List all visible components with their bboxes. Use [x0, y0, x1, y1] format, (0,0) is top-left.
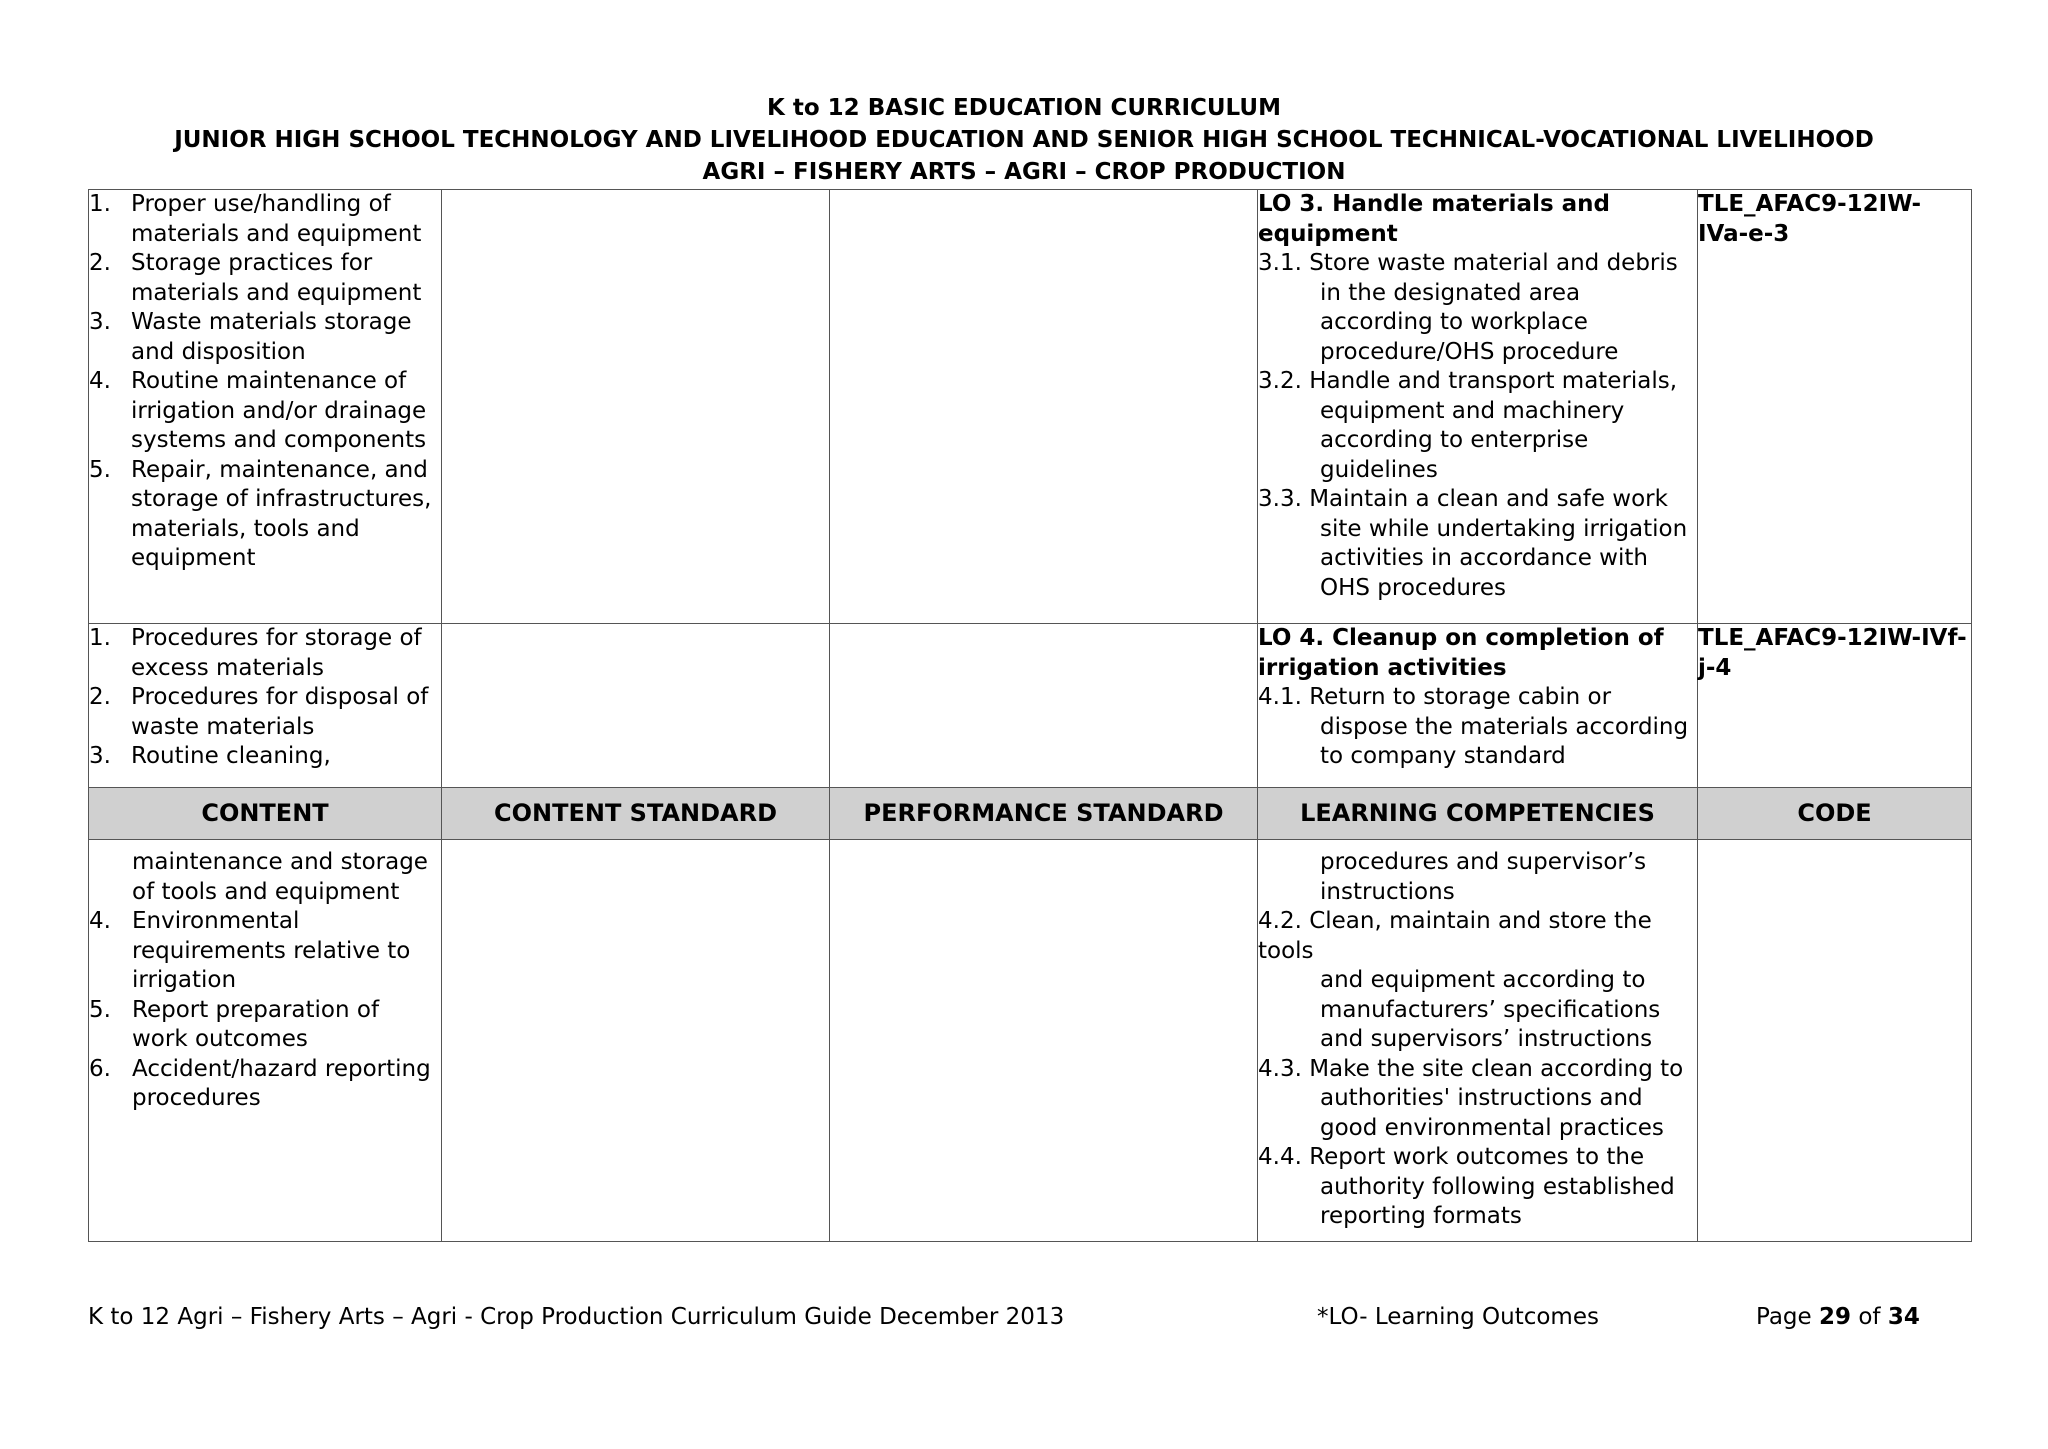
- content-list: [89, 907, 441, 1114]
- learning-competencies-cell: [1258, 840, 1698, 1242]
- column-header-content-standard: CONTENT STANDARD: [442, 788, 830, 840]
- list-item: 2. Procedures for disposal of waste materials: [89, 684, 429, 740]
- list-item: 3. Routine cleaning,: [89, 743, 331, 769]
- list-item: 5. Report preparation of work outcomes: [89, 996, 380, 1052]
- content-cell: [89, 840, 442, 1242]
- competency-item: 4.3. Make the site clean according to authorities' instructions and good environmental practices: [1258, 1055, 1684, 1141]
- code-cell: TLE_AFAC9-12IW-IVa-e-3: [1698, 190, 1972, 624]
- list-item: 4. Routine maintenance of irrigation and/or drainage systems and components: [89, 368, 427, 453]
- list-item: 6. Accident/hazard reporting procedures: [89, 1055, 431, 1111]
- lo-title: LO 3. Handle materials and equipment: [1258, 191, 1611, 247]
- competency-item: 4.1. Return to storage cabin or dispose the materials according to company standard: [1258, 684, 1689, 769]
- table-row: [89, 624, 1972, 788]
- list-item: 1. Proper use/handling of materials and equipment: [89, 191, 422, 247]
- column-header-code: CODE: [1698, 788, 1972, 840]
- competency-item: 3.1. Store waste material and debris in the designated area according to workplace procedure/OHS procedure: [1258, 250, 1678, 365]
- content-standard-cell: [442, 840, 830, 1242]
- header-line-2: JUNIOR HIGH SCHOOL TECHNOLOGY AND LIVELIHOOD EDUCATION AND SENIOR HIGH SCHOOL TECHNICAL-VOCATIONAL LIVELIHOOD: [174, 127, 1874, 153]
- learning-competencies-cell: [1258, 190, 1698, 624]
- content-list: [89, 190, 441, 574]
- content-standard-cell: [442, 190, 830, 624]
- list-item: 1. Procedures for storage of excess materials: [89, 625, 422, 681]
- competency-item: 4.2. Clean, maintain and store the tools and equipment according to manufacturers’ specifications and supervisors’ instructions: [1258, 908, 1661, 1052]
- page-number: Page 29 of 34: [1756, 1304, 1920, 1330]
- lo-title: LO 4. Cleanup on completion of irrigation activities: [1258, 625, 1664, 681]
- performance-standard-cell: [830, 840, 1258, 1242]
- competency-item: 3.3. Maintain a clean and safe work site while undertaking irrigation activities in accordance with OHS procedures: [1258, 486, 1688, 601]
- column-header-performance-standard: PERFORMANCE STANDARD: [830, 788, 1258, 840]
- learning-competencies-cell: [1258, 624, 1698, 788]
- code-cell: TLE_AFAC9-12IW-IVf-j-4: [1698, 624, 1972, 788]
- list-item: 5. Repair, maintenance, and storage of infrastructures, materials, tools and equipment: [89, 456, 432, 571]
- footer-title: K to 12 Agri – Fishery Arts – Agri - Crop Production Curriculum Guide December 2013: [88, 1304, 1065, 1330]
- list-item: 4. Environmental requirements relative to irrigation: [89, 908, 411, 993]
- table-row: [89, 840, 1972, 1242]
- header-line-1: K to 12 BASIC EDUCATION CURRICULUM: [767, 95, 1281, 121]
- list-item: 3. Waste materials storage and disposition: [89, 309, 412, 365]
- content-cell: [89, 624, 442, 788]
- page-header: [0, 92, 2048, 188]
- code-cell: [1698, 840, 1972, 1242]
- header-line-3: AGRI – FISHERY ARTS – AGRI – CROP PRODUCTION: [702, 159, 1346, 185]
- content-cell: [89, 190, 442, 624]
- performance-standard-cell: [830, 190, 1258, 624]
- footer-lo-note: *LO- Learning Outcomes: [1317, 1304, 1599, 1330]
- list-item: 2. Storage practices for materials and equipment: [89, 250, 422, 306]
- competency-item: 3.2. Handle and transport materials, equipment and machinery according to enterprise guidelines: [1258, 368, 1678, 483]
- content-standard-cell: [442, 624, 830, 788]
- competency-continuation: procedures and supervisor’s instructions: [1320, 849, 1647, 905]
- content-continuation: maintenance and storage of tools and equipment: [132, 849, 428, 905]
- curriculum-table: [88, 189, 1972, 1242]
- column-header-learning-competencies: LEARNING COMPETENCIES: [1258, 788, 1698, 840]
- column-header-content: CONTENT: [89, 788, 442, 840]
- table-row: [89, 190, 1972, 624]
- content-list: [89, 624, 441, 772]
- performance-standard-cell: [830, 624, 1258, 788]
- table-header-row: [89, 788, 1972, 840]
- competency-item: 4.4. Report work outcomes to the authority following established reporting formats: [1258, 1144, 1675, 1229]
